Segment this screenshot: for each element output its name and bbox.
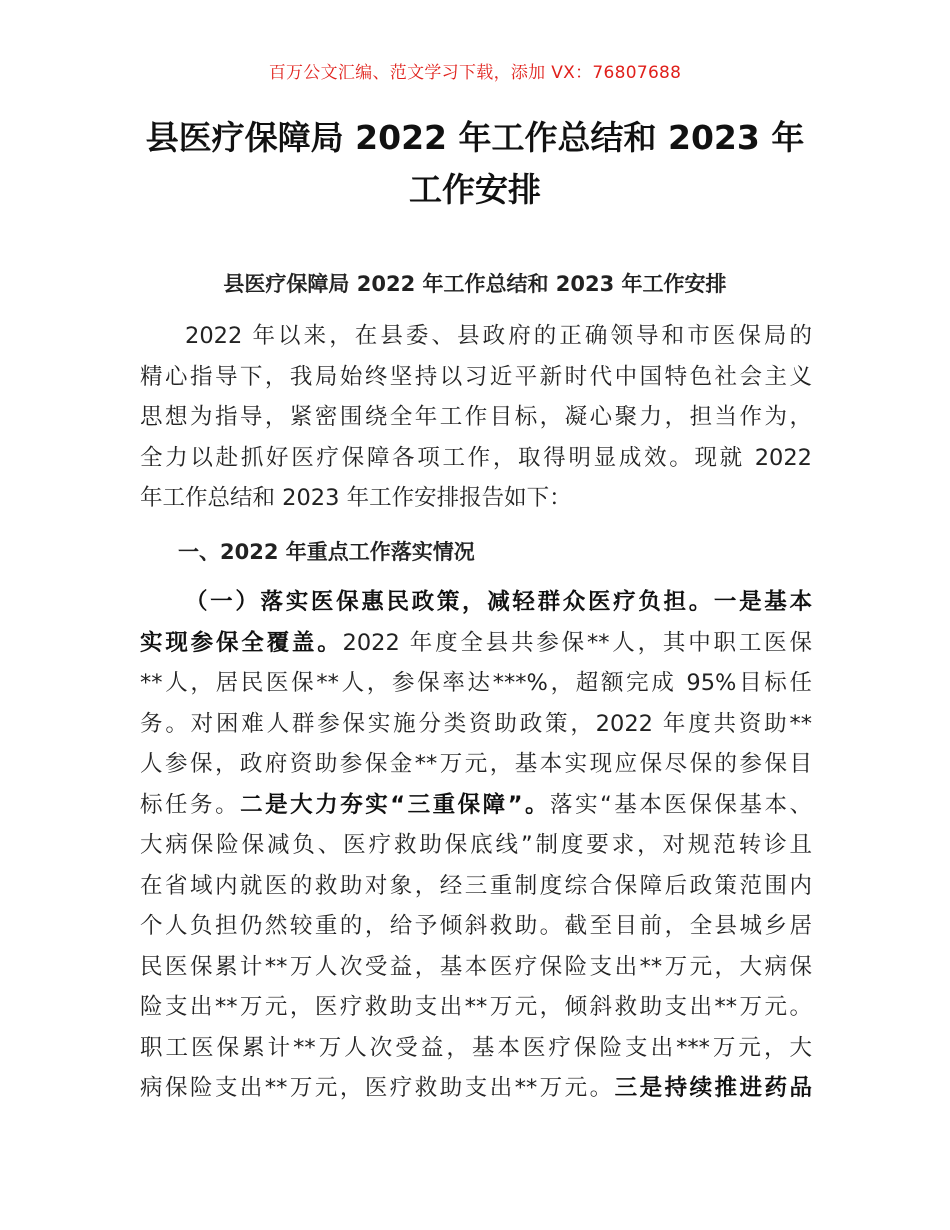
paragraph-line: 个人负担仍然较重的，给予倾斜救助。截至目前，全县城乡居 (140, 913, 812, 939)
line-text: 2022 年度全县共参保**人，其中职工医保 (342, 629, 812, 656)
paragraph-line (140, 785, 812, 826)
paragraph-line: 人参保，政府资助参保金**万元，基本实现应保尽保的参保目 (140, 751, 812, 777)
paragraph-line (140, 582, 812, 623)
intro-line: 年工作总结和 2023 年工作安排报告如下： (140, 485, 572, 511)
section-heading: 一、2022 年重点工作落实情况 (178, 540, 475, 564)
document-subtitle: 县医疗保障局 2022 年工作总结和 2023 年工作安排 (223, 272, 727, 296)
paragraph-line: 务。对困难人群参保实施分类资助政策，2022 年度共资助** (140, 710, 812, 737)
paragraph-line (140, 623, 812, 664)
paragraph-line: 险支出**万元，医疗救助支出**万元，倾斜救助支出**万元。 (140, 994, 812, 1020)
paragraph-line (140, 1068, 812, 1109)
intro-line: 精心指导下，我局始终坚持以习近平新时代中国特色社会主义 (140, 363, 812, 390)
paragraph-line: 大病保险保减负、医疗救助保底线”制度要求，对规范转诊且 (140, 832, 812, 858)
title-line-1: 县医疗保障局 2022 年工作总结和 2023 年 (145, 118, 805, 157)
paragraph-line: 民医保累计**万人次受益，基本医疗保险支出**万元，大病保 (140, 953, 812, 980)
title-line-2: 工作安排 (409, 170, 541, 209)
bold-text: （一）落实医保惠民政策，减轻群众医疗负担。一是基本 (185, 589, 812, 615)
intro-line: 思想为指导，紧密围绕全年工作目标，凝心聚力，担当作为， (140, 404, 812, 430)
paragraph-line: **人，居民医保**人，参保率达***%，超额完成 95%目标任 (140, 670, 812, 696)
paragraph-line: 职工医保累计**万人次受益，基本医疗保险支出***万元，大 (140, 1034, 812, 1061)
section-1-paragraph (140, 582, 812, 1109)
line-text: 落实“基本医保保基本、 (550, 791, 812, 818)
paragraph-line: 在省域内就医的救助对象，经三重制度综合保障后政策范围内 (140, 872, 812, 899)
document-title (120, 112, 830, 216)
line-text: 病保险支出**万元，医疗救助支出**万元。 (140, 1075, 615, 1101)
bold-text: 实现参保全覆盖。 (140, 629, 343, 656)
bold-text: 二是大力夯实“三重保障”。 (240, 791, 551, 818)
line-text: 标任务。 (140, 791, 241, 818)
bold-text: 三是持续推进药品 (614, 1075, 812, 1101)
intro-line: 全力以赴抓好医疗保障各项工作，取得明显成效。现就 2022 (140, 444, 812, 471)
header-promo-note: 百万公文汇编、范文学习下载，添加 VX：76807688 (268, 63, 682, 83)
intro-line: 2022 年以来，在县委、县政府的正确领导和市医保局的 (185, 323, 812, 349)
intro-paragraph (140, 316, 812, 519)
